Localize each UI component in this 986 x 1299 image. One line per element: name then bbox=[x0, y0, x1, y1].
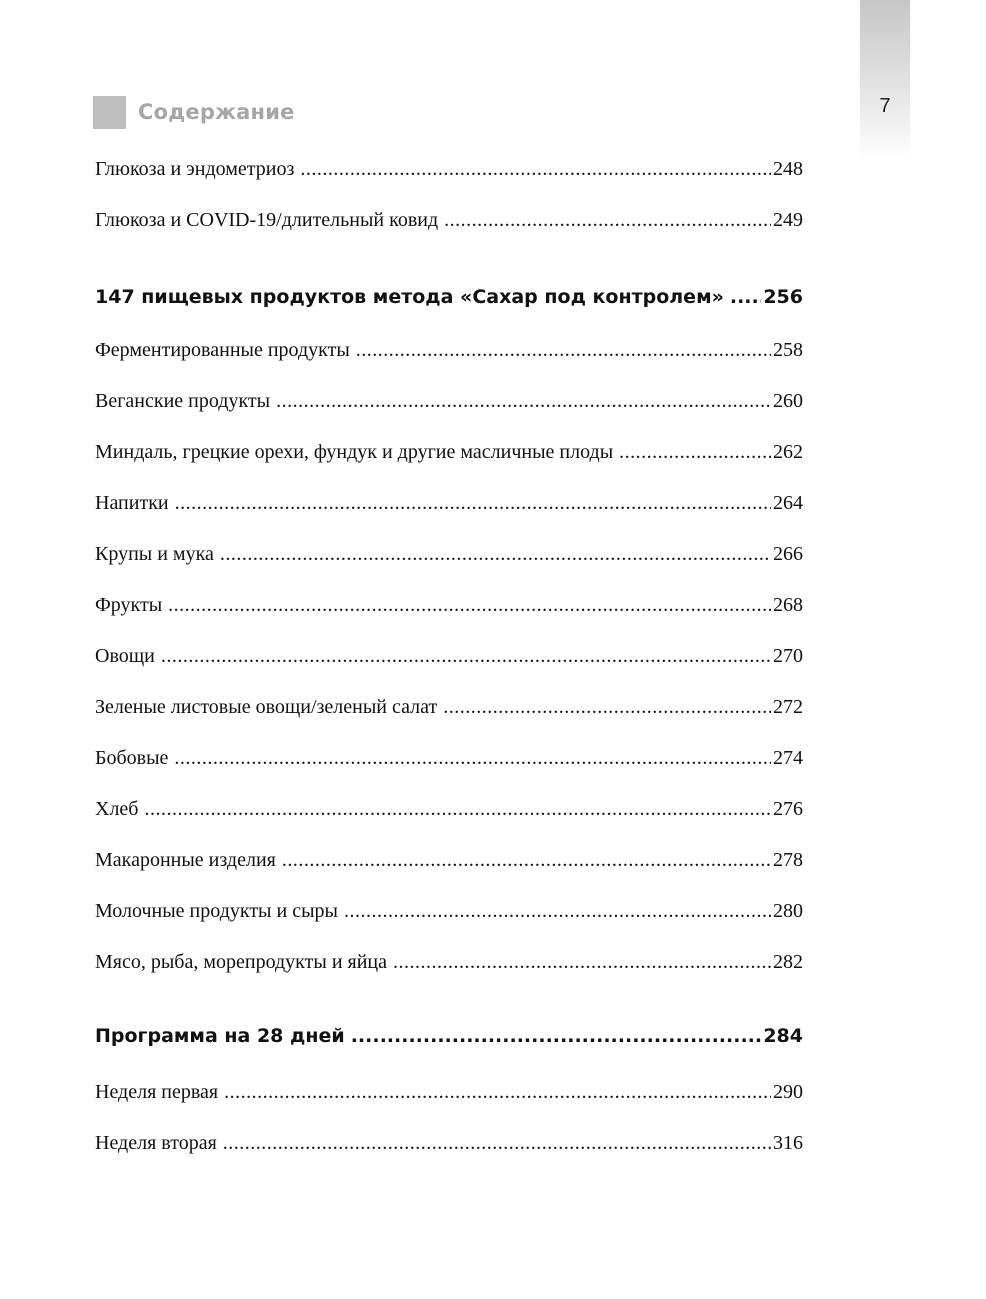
page-tab bbox=[860, 0, 910, 160]
leader-dots bbox=[300, 150, 771, 188]
toc-entry-page: 264 bbox=[773, 492, 803, 514]
toc-entry-label: Фрукты bbox=[95, 594, 163, 616]
toc-entry-page: 316 bbox=[773, 1132, 803, 1154]
toc-section-147-foods[interactable] bbox=[95, 278, 803, 316]
leader-dots bbox=[282, 841, 771, 879]
leader-dots bbox=[224, 1073, 771, 1111]
toc-entry-page: 290 bbox=[773, 1081, 803, 1103]
toc-entry-week-two[interactable] bbox=[95, 1124, 803, 1162]
toc-entry-label: Хлеб bbox=[95, 798, 139, 820]
toc-entry-page: 266 bbox=[773, 543, 803, 565]
leader-dots bbox=[220, 535, 771, 573]
toc-entry-label: Напитки bbox=[95, 492, 169, 514]
leader-dots bbox=[443, 688, 771, 726]
toc-entry-label: Овощи bbox=[95, 645, 155, 667]
toc-entry-fermented[interactable] bbox=[95, 331, 803, 369]
leader-dots bbox=[276, 382, 771, 420]
toc-entry-page: 248 bbox=[773, 158, 803, 180]
toc-entry-label: Глюкоза и COVID-19/длительный ковид bbox=[95, 209, 439, 231]
toc-entry-pasta[interactable] bbox=[95, 841, 803, 879]
leader-dots bbox=[344, 892, 771, 930]
toc-entry-page: 262 bbox=[773, 441, 803, 463]
leader-dots bbox=[174, 739, 771, 777]
toc-entry-page: 270 bbox=[773, 645, 803, 667]
toc-entry-page: 282 bbox=[773, 951, 803, 973]
toc-entry-vegan[interactable] bbox=[95, 382, 803, 420]
leader-dots bbox=[351, 1017, 762, 1055]
toc-entry-page: 274 bbox=[773, 747, 803, 769]
leader-dots bbox=[144, 790, 771, 828]
leader-dots bbox=[356, 331, 771, 369]
toc-entry-label: Глюкоза и эндометриоз bbox=[95, 158, 295, 180]
toc-entry-leafy-greens[interactable] bbox=[95, 688, 803, 726]
page-title: Содержание bbox=[138, 100, 295, 124]
leader-dots bbox=[393, 943, 771, 981]
toc-section-28-days[interactable] bbox=[95, 1017, 803, 1055]
toc-entry-page: 260 bbox=[773, 390, 803, 412]
toc-entry-vegetables[interactable] bbox=[95, 637, 803, 675]
toc-entry-page: 272 bbox=[773, 696, 803, 718]
page-number: 7 bbox=[879, 95, 891, 117]
leader-dots bbox=[444, 201, 771, 239]
toc-entry-grains[interactable] bbox=[95, 535, 803, 573]
toc-entry-label: Неделя первая bbox=[95, 1081, 219, 1103]
toc-entry-drinks[interactable] bbox=[95, 484, 803, 522]
toc-entry-label: Мясо, рыба, морепродукты и яйца bbox=[95, 951, 388, 973]
toc-entry-dairy[interactable] bbox=[95, 892, 803, 930]
toc-header bbox=[93, 95, 295, 129]
toc-section-label: 147 пищевых продуктов метода «Сахар под контролем» bbox=[95, 286, 724, 308]
toc-entry-endometriosis[interactable] bbox=[95, 150, 803, 188]
toc-section-page: 284 bbox=[763, 1025, 803, 1047]
toc-entry-week-one[interactable] bbox=[95, 1073, 803, 1111]
toc-entry-label: Миндаль, грецкие орехи, фундук и другие масличные плоды bbox=[95, 441, 614, 463]
leader-dots bbox=[619, 433, 771, 471]
toc-entry-page: 258 bbox=[773, 339, 803, 361]
toc-entry-bread[interactable] bbox=[95, 790, 803, 828]
leader-dots bbox=[161, 637, 771, 675]
toc-entry-page: 280 bbox=[773, 900, 803, 922]
leader-dots bbox=[168, 586, 771, 624]
toc-entry-label: Крупы и мука bbox=[95, 543, 214, 565]
toc-entry-legumes[interactable] bbox=[95, 739, 803, 777]
toc-entry-page: 278 bbox=[773, 849, 803, 871]
header-square-icon bbox=[93, 96, 126, 129]
toc-entry-label: Веганские продукты bbox=[95, 390, 271, 412]
toc-entry-page: 276 bbox=[773, 798, 803, 820]
toc-entry-page: 268 bbox=[773, 594, 803, 616]
leader-dots bbox=[730, 278, 761, 316]
toc-entry-nuts[interactable] bbox=[95, 433, 803, 471]
toc-entry-fruits[interactable] bbox=[95, 586, 803, 624]
toc-entry-label: Неделя вторая bbox=[95, 1132, 217, 1154]
leader-dots bbox=[175, 484, 771, 522]
toc-entry-label: Ферментированные продукты bbox=[95, 339, 350, 361]
toc-entry-meat-fish[interactable] bbox=[95, 943, 803, 981]
toc-entry-label: Бобовые bbox=[95, 747, 169, 769]
toc-entry-label: Зеленые листовые овощи/зеленый салат bbox=[95, 696, 438, 718]
toc-entry-label: Макаронные изделия bbox=[95, 849, 276, 871]
toc-entry-page: 249 bbox=[773, 209, 803, 231]
toc-entry-covid[interactable] bbox=[95, 201, 803, 239]
toc-section-page: 256 bbox=[763, 286, 803, 308]
toc-section-label: Программа на 28 дней bbox=[95, 1025, 345, 1047]
leader-dots bbox=[223, 1124, 771, 1162]
table-of-contents bbox=[95, 150, 803, 1162]
toc-entry-label: Молочные продукты и сыры bbox=[95, 900, 338, 922]
